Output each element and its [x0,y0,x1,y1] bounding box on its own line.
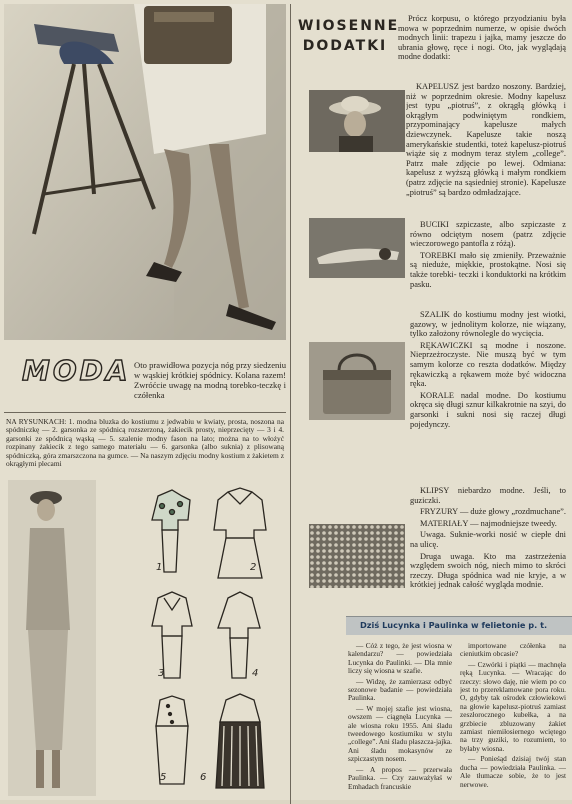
article-intro: Prócz korpusu, o którego przyodzianiu była mowa w poprzednim numerze, w opisie dwóch modnych linii: trapezu i jajka, mamy jeszcze do ubrania głowę, ręce i nogi. Oto, jak wyglądają modne dodatki: [398,14,566,62]
article-kapelusz: KAPELUSZ jest bardzo noszony. Bardziej, niż w poprzednim okresie. Modny kapelusz jest typu „piotruś”, z okrągłą główką i okrągłym podwiniętym rondkiem, przypominający kapelusze małych dziewczynek. Kapelusze takie noszą amerykańskie studentki, toteż kapelusz-piotruś wiąże się z modnym teraz stylem „college”. Patrz małe zdjęcie po lewej. Odmiana: kapelusz z wyższą główką i małym rondkiem (patrz zdjęcie na sąsiedniej stronie). Kapelusze „piotruś” są bardzo odmładzające. [406,82,566,197]
photo-hat-woman [309,90,405,152]
divider-vertical [290,4,291,804]
main-heading: WIOSENNE DODATKI [298,18,400,54]
figure-2 [214,488,266,578]
figure-4 [218,592,260,678]
figure-number-2: 2 [250,562,257,573]
photo-legs-stool [4,4,286,340]
photo-shoe-rose [309,218,405,278]
feuilleton-col2: importowane czółenka na cieniutkim obcasie? — Czwórki i piątki — machnęła ręką Lucynka. — Wracając do rzeczy: słowo daję, nie wiem po co jest to przereklamowane pora roku. O, gdyby tak ośrodek człowiekowi na głowie kapelusz-piotruś zamiast zeszłorocznego kubełka, a na grzbiecie zbluzowany żakiet zamiast niemiłosiernego wciętego na trzy guziki, to rozumiem, to byłaby wiosna. — Ponieśąd dzisiaj twój stan ducha — powiedziała Paulinka. — Ale tłumacze sobie, że to jest nerwowe. [460,642,566,789]
rysunki-caption: NA RYSUNKACH: 1. modna bluzka do kostiumu z jedwabiu w kwiaty, prosta, noszona na spódniczkę — 2. garsonka ze spódnicą rozszerzoną, żakiecik prosty, nieprzecięty — 3 i 4. garsonki ze spódnicą wąską — 5. szalenie modny fason na lato; można na to włożyć rozpinany żakiecik z tego samego materiału — 6. garsonka (albo suknia) z plisowaną spódniczką, góra zmarszczona na gumce. — Na naszym zdjęciu modny kostium z żakietem z okrągłymi plecami [6,417,284,469]
figure-number-4: 4 [252,668,259,679]
figure-5 [156,696,188,784]
article-buciki-torebki: BUCIKI szpiczaste, albo szpiczaste z równo odciętym nosem (patrz zdjęcie wieczorowego pantofla z różą). TOREBKI mało się zmieniły. Przeważnie są nieduże, miękkie, prostokątne. Nosi się także torebki- teczki i konduktorki na krótkim pasku. [410,220,566,289]
feuilleton-banner: Dziś Lucynka i Paulinka w felietonie p. t. [346,616,572,635]
figure-number-6: 6 [200,772,207,783]
feuilleton-col1: — Cóż z tego, że jest wiosna w kalendarzu? — powiedziała Lucynka do Paulinki. — Dla mnie liczy się wiosna w szafie. — Widzę, że zamierzasz odbyć sezonowe badanie — powiedziała Paulinka. — W mojej szafie jest wiosna, owszem — ciągnęła Lucynka — ale wiosna roku 1955. Ani śladu tweedowego kostiumiku w stylu „college”. Ani śladu płaszcza-jajka. Ani śladu mokasynów ze szpiczastym nosem. — A propos — przerwała Paulinka. — Czy zauważyłaś w Emhadach francuskie [348,642,452,791]
fashion-drawings [140,486,285,796]
article-klipsy-uwagi: KLIPSY niebardzo modne. Jeśli, to guziczki. FRYZURY — duże głowy „rozdmuchane”. MATERIAŁY — najmodniejsze tweedy. Uwaga. Suknie-worki nosić w ciepłe dni na ulicę. Druga uwaga. Kto ma zastrzeżenia względem swoich nóg, niech mimo to skróci rzeczy. Długa spódnica wad nie kryje, a w krótkiej jednak całość wygląda modnie. [410,486,566,590]
article-szalik-korale: SZALIK do kostiumu modny jest wiotki, gazowy, w jednolitym kolorze, nie wiązany, tylko założony równolegle do wycięcia. RĘKAWICZKI są modne i noszone. Nieprzeżroczyste. Nie muszą być w tym samym kolorze co reszta dodatków. Między rękawiczką a rękawem może być widoczna ręka. KORALE nadal modne. Do kostiumu okręca się długi sznur kilkakrotnie na szyi, do garsonki i sukni nosi się raczej długi pojedynczy. [410,310,566,429]
figure-number-3: 3 [158,668,165,679]
figure-6 [216,694,264,788]
moda-logo: MODA [22,354,131,387]
photo-tweed-fabric [309,524,405,588]
figure-1 [152,490,190,572]
figure-number-1: 1 [156,562,163,573]
photo-woman-suit [8,480,96,796]
figure-number-5: 5 [160,772,167,783]
figure-3 [152,592,192,678]
divider-horizontal [4,412,286,413]
photo-handbag [309,342,405,420]
caption-legs: Oto prawidłowa pozycja nóg przy siedzeniu w wąskiej krótkiej spódnicy. Kolana razem! Zwróćcie uwagę na modną torebko-teczkę i czółenka [134,360,286,400]
